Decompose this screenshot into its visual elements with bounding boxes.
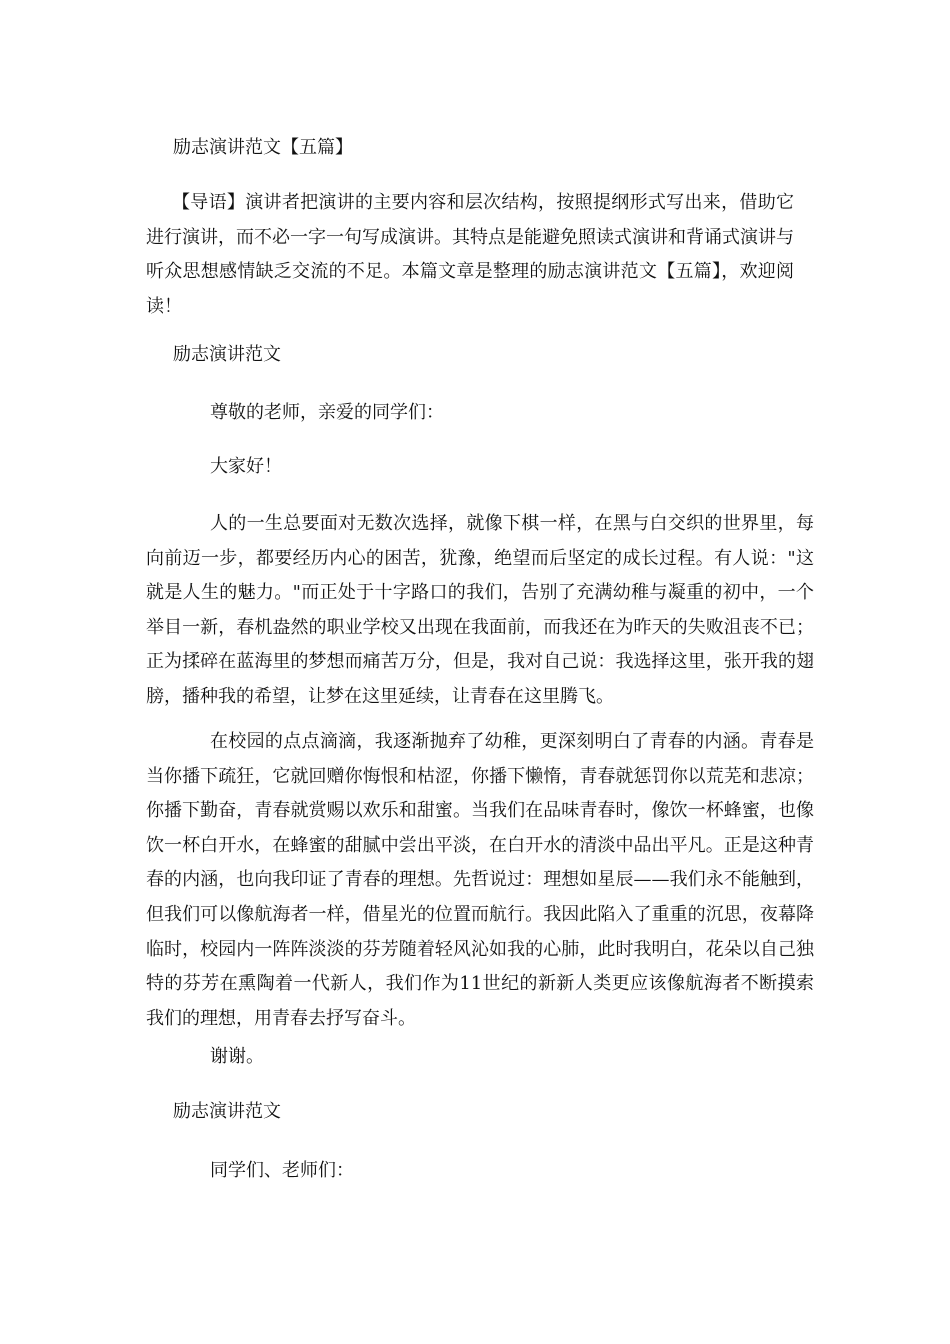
document-title: 励志演讲范文【五篇】 [173, 137, 353, 158]
section-heading: 励志演讲范文 [173, 1101, 281, 1122]
salutation: 同学们、老师们： [210, 1160, 354, 1181]
closing-remark: 谢谢。 [210, 1046, 264, 1067]
body-paragraph: 人的一生总要面对无数次选择，就像下棋一样，在黑与白交织的世界里，每向前迈一步，都要经历内心的困苦，犹豫，绝望而后坚定的成长过程。有人说："这就是人生的魅力。"而正处于十字路口的我们，告别了充满幼稚与凝重的初中，一个举目一新，春机盎然的职业学校又出现在我面前，而我还在为昨天的失败沮丧不已；正为揉碎在蓝海里的梦想而痛苦万分，但是，我对自己说：我选择这里，张开我的翅膀，播种我的希望，让梦在这里延续，让青春在这里腾飞。 [146, 513, 814, 707]
intro-paragraph: 【导语】演讲者把演讲的主要内容和层次结构，按照提纲形式写出来，借助它进行演讲，而不必一字一句写成演讲。其特点是能避免照读式演讲和背诵式演讲与听众思想感情缺乏交流的不足。本篇文章是整理的励志演讲范文【五篇】，欢迎阅读！ [146, 192, 794, 317]
salutation: 尊敬的老师，亲爱的同学们： [210, 402, 444, 423]
section-heading: 励志演讲范文 [173, 344, 281, 365]
body-paragraph: 在校园的点点滴滴，我逐渐抛弃了幼稚，更深刻明白了青春的内涵。青春是当你播下疏狂，它就回赠你悔恨和枯涩，你播下懒惰，青春就惩罚你以荒芜和悲凉；你播下勤奋，青春就赏赐以欢乐和甜蜜。当我们在品味青春时，像饮一杯蜂蜜，也像饮一杯白开水，在蜂蜜的甜腻中尝出平淡，在白开水的清淡中品出平凡。正是这种青春的内涵，也向我印证了青春的理想。先哲说过：理想如星辰——我们永不能触到，但我们可以像航海者一样，借星光的位置而航行。我因此陷入了重重的沉思，夜幕降临时，校园内一阵阵淡淡的芬芳随着轻风沁如我的心肺，此时我明白，花朵以自己独特的芬芳在熏陶着一代新人，我们作为11世纪的新新人类更应该像航海者不断摸索我们的理想，用青春去抒写奋斗。 [146, 731, 814, 1029]
greeting: 大家好！ [210, 456, 282, 477]
